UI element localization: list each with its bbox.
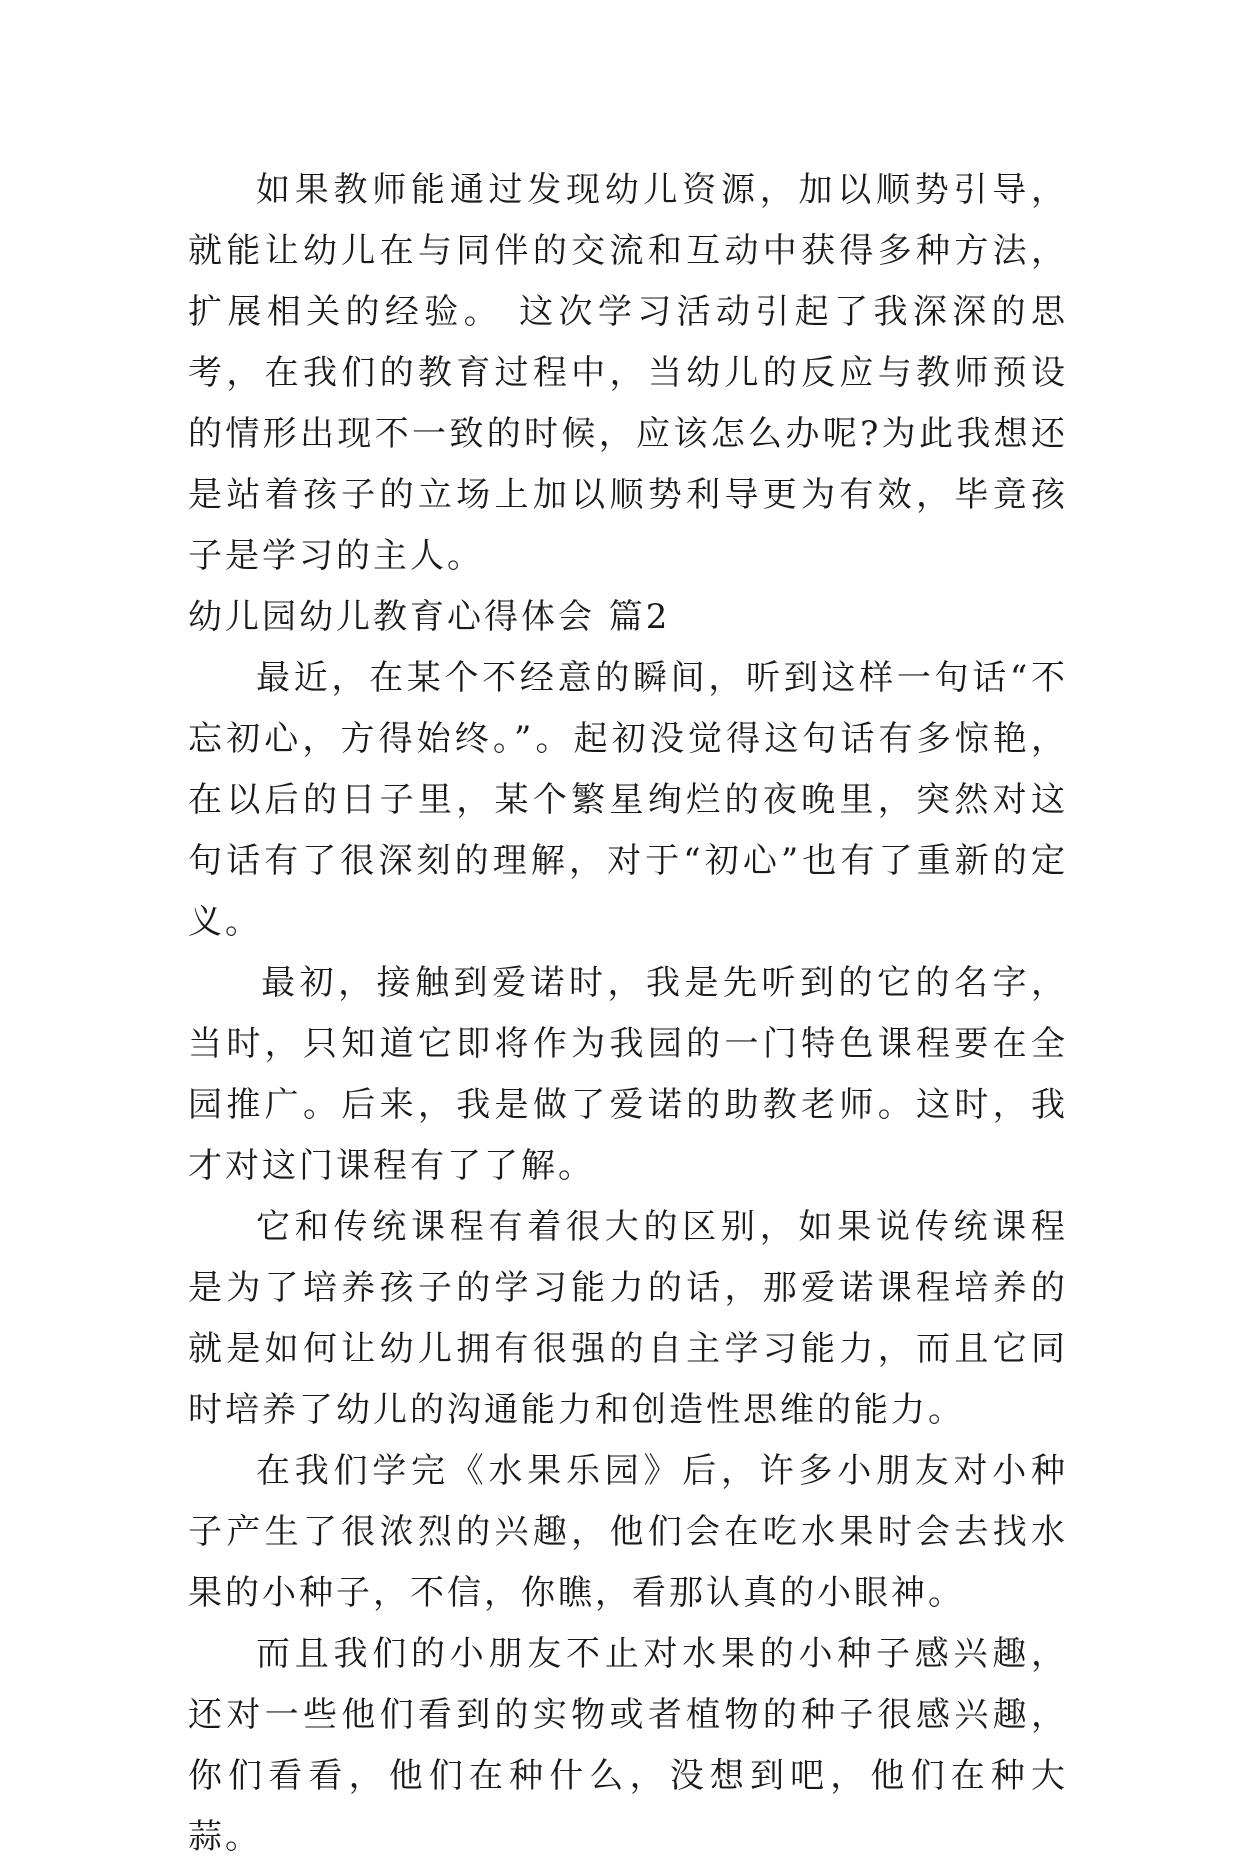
paragraph-3: 最初，接触到爱诺时，我是先听到的它的名字，当时，只知道它即将作为我园的一门特色课程要在全园推广。后来，我是做了爱诺的助教老师。这时，我才对这门课程有了了解。	[188, 963, 1068, 1186]
document-body	[188, 160, 1068, 1868]
paragraph-4: 它和传统课程有着很大的区别，如果说传统课程是为了培养孩子的学习能力的话，那爱诺课程培养的就是如何让幼儿拥有很强的自主学习能力，而且它同时培养了幼儿的沟通能力和创造性思维的能力。	[188, 1207, 1068, 1430]
section-heading: 幼儿园幼儿教育心得体会 篇2	[188, 597, 671, 637]
paragraph-6: 而且我们的小朋友不止对水果的小种子感兴趣，还对一些他们看到的实物或者植物的种子很感兴趣，你们看看，他们在种什么，没想到吧，他们在种大蒜。	[188, 1634, 1068, 1857]
paragraph-1: 如果教师能通过发现幼儿资源，加以顺势引导，就能让幼儿在与同伴的交流和互动中获得多种方法，扩展相关的经验。 这次学习活动引起了我深深的思考，在我们的教育过程中，当幼儿的反应与教师预设的情形出现不一致的时候，应该怎么办呢?为此我想还是站着孩子的立场上加以顺势利导更为有效，毕竟孩子是学习的主人。	[188, 170, 1068, 576]
paragraph-2: 最近，在某个不经意的瞬间，听到这样一句话“不忘初心，方得始终。”。起初没觉得这句话有多惊艳，在以后的日子里，某个繁星绚烂的夜晚里，突然对这句话有了很深刻的理解，对于“初心”也有了重新的定义。	[188, 658, 1068, 942]
paragraph-5: 在我们学完《水果乐园》后，许多小朋友对小种子产生了很浓烈的兴趣，他们会在吃水果时会去找水果的小种子，不信，你瞧，看那认真的小眼神。	[188, 1451, 1068, 1613]
